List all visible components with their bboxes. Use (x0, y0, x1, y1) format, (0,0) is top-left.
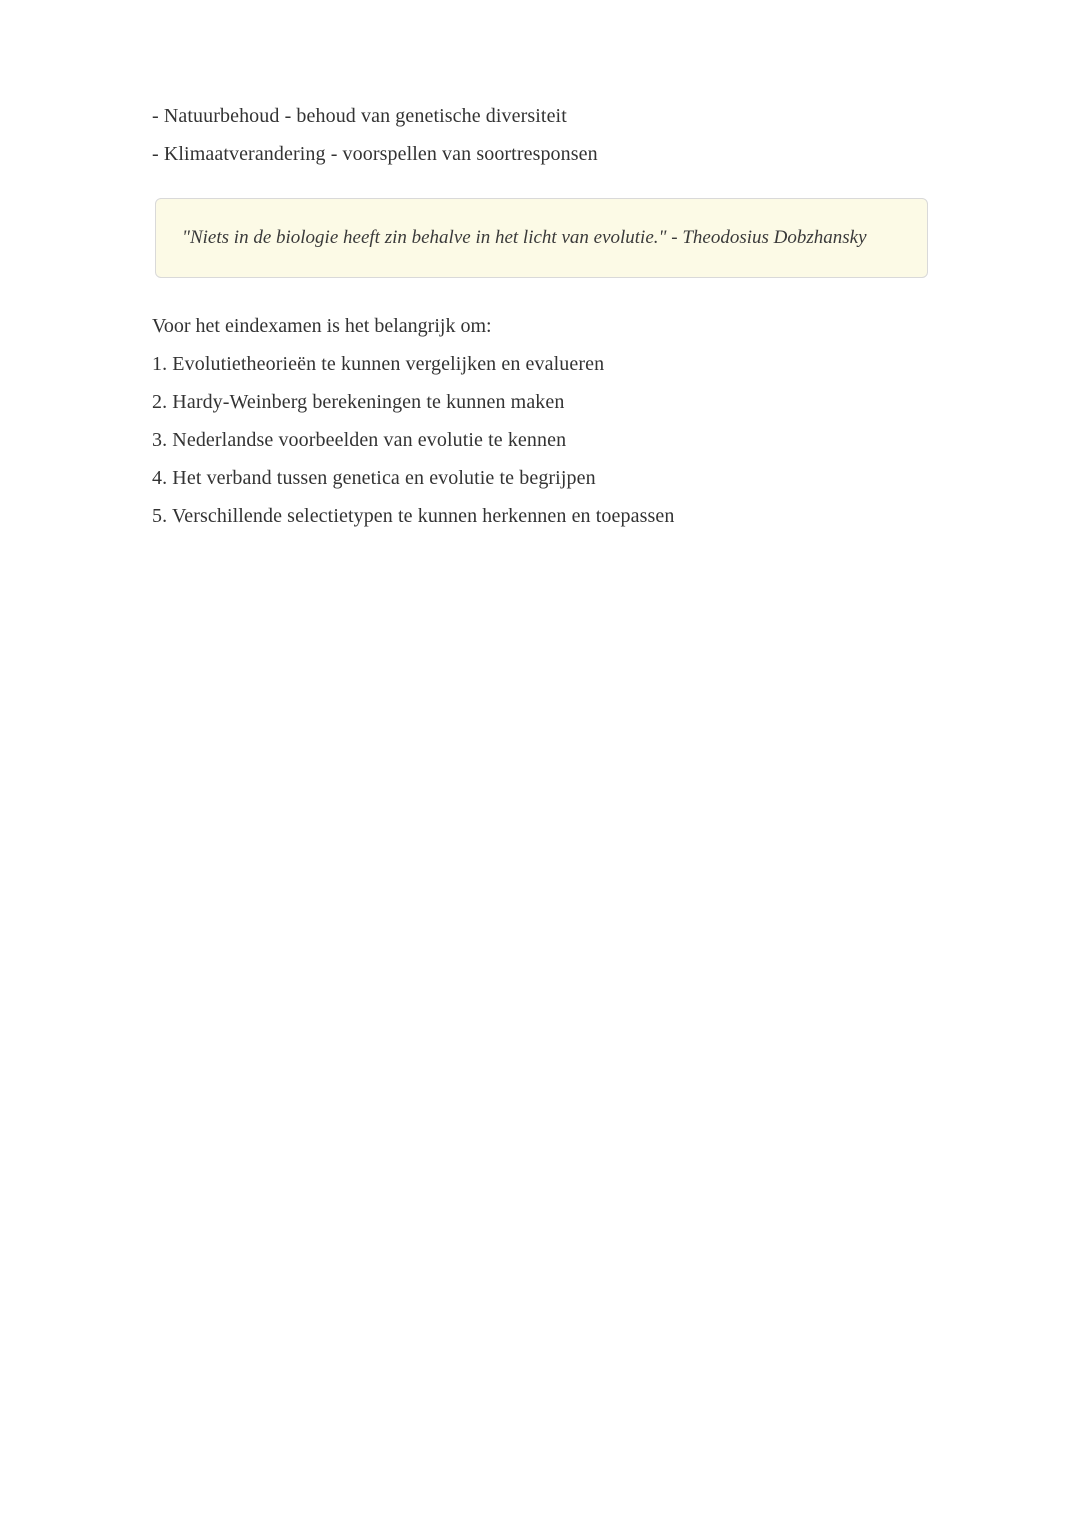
exam-goal-list (152, 345, 928, 535)
bullet-line-natuurbehoud: - Natuurbehoud - behoud van genetische diversiteit (152, 105, 567, 127)
exam-goal-item-5: 5. Verschillende selectietypen te kunnen herkennen en toepassen (152, 505, 675, 527)
bullet-line-klimaatverandering: - Klimaatverandering - voorspellen van soortresponsen (152, 143, 598, 165)
exam-goal-item-2: 2. Hardy-Weinberg berekeningen te kunnen maken (152, 391, 565, 413)
quote-text: "Niets in de biologie heeft zin behalve in het licht van evolutie." - Theodosius Dobzhansky (182, 227, 867, 248)
exam-goal-item-4: 4. Het verband tussen genetica en evolutie te begrijpen (152, 467, 596, 489)
exam-goal-item-1: 1. Evolutietheorieën te kunnen vergelijken en evalueren (152, 353, 605, 375)
exam-goal-item-3: 3. Nederlandse voorbeelden van evolutie te kennen (152, 429, 567, 451)
exam-intro-line: Voor het eindexamen is het belangrijk om: (152, 315, 492, 337)
quote-box (155, 198, 928, 278)
